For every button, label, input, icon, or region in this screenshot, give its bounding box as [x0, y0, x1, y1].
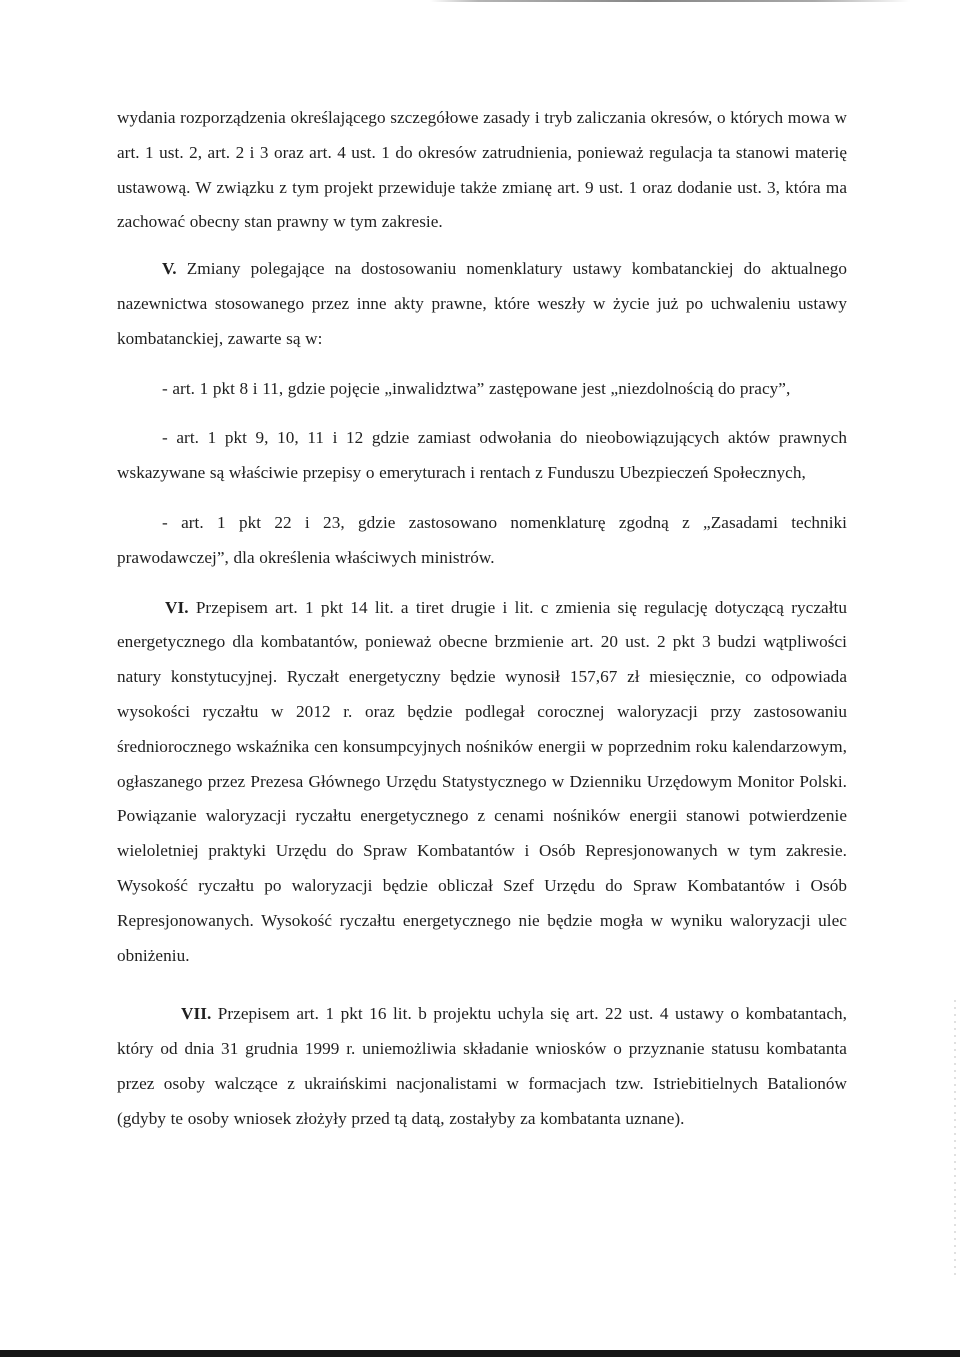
- list-item-text: - art. 1 pkt 8 i 11, gdzie pojęcie „inwalidztwa” zastępowane jest „niezdolnością do pracy”,: [162, 378, 791, 398]
- document-body: [117, 101, 847, 1137]
- paragraph-text: Przepisem art. 1 pkt 14 lit. a tiret drugie i lit. c zmienia się regulację dotyczącą ryczałtu energetycznego dla kombatantów, ponieważ obecne brzmienie art. 20 ust. 2 pkt 3 budzi wątpliwości natury konstytucyjnej. Ryczałt energetyczny będzie wynosił 157,67 zł miesięcznie, co odpowiada wysokości ryczałtu w 2012 r. oraz będzie podlegał corocznej waloryzacji przy zastosowaniu średniorocznego wskaźnika cen konsumpcyjnych nośników energii w poprzednim roku kalendarzowym, ogłaszanego przez Prezesa Głównego Urzędu Statystycznego w Dzienniku Urzędowym Monitor Polski. Powiązanie waloryzacji ryczałtu energetycznego z cenami nośników energii stanowi potwierdzenie wieloletniej praktyki Urzędu do Spraw Kombatantów i Osób Represjonowanych w tym zakresie. Wysokość ryczałtu po waloryzacji będzie obliczał Szef Urzędu do Spraw Kombatantów i Osób Represjonowanych. Wysokość ryczałtu energetycznego nie będzie mogła w wyniku waloryzacji ulec obniżeniu.: [117, 597, 847, 965]
- section-number-v: V.: [162, 259, 177, 279]
- list-item-art-1-pkt-8: [117, 372, 847, 407]
- scan-artifact-bottom-line: [0, 1350, 960, 1357]
- scan-artifact-top-line: [430, 0, 910, 2]
- paragraph-text: wydania rozporządzenia określającego szczegółowe zasady i tryb zaliczania okresów, o których mowa w art. 1 ust. 2, art. 2 i 3 oraz art. 4 ust. 1 do okresów zatrudnienia, ponieważ regulacja ta stanowi materię ustawową. W związku z tym projekt przewiduje także zmianę art. 9 ust. 1 oraz dodanie ust. 3, która ma zachować obecny stan prawny w tym zakresie.: [117, 108, 847, 232]
- section-vii-paragraph: [117, 997, 847, 1136]
- section-number-vii: VII.: [181, 1004, 212, 1024]
- section-number-vi: VI.: [165, 597, 189, 617]
- paragraph-text: Przepisem art. 1 pkt 16 lit. b projektu uchyla się art. 22 ust. 4 ustawy o kombatantach, który od dnia 31 grudnia 1999 r. uniemożliwia składanie wniosków o przyznanie statusu kombatanta przez osoby walczące z ukraińskimi nacjonalistami w formacjach tzw. Istriebitielnych Batalionów (gdyby te osoby wniosek złożyły przed tą datą, zostałyby za kombatanta uznane).: [117, 1004, 847, 1128]
- list-item-art-1-pkt-9: [117, 421, 847, 491]
- section-v-paragraph: [117, 252, 847, 356]
- scan-artifact-right-edge: [954, 1000, 956, 1280]
- list-item-text: - art. 1 pkt 9, 10, 11 i 12 gdzie zamiast odwołania do nieobowiązujących aktów prawnych wskazywane są właściwie przepisy o emeryturach i rentach z Funduszu Ubezpieczeń Społecznych,: [117, 428, 847, 483]
- list-item-art-1-pkt-22: [117, 506, 847, 576]
- list-item-text: - art. 1 pkt 22 i 23, gdzie zastosowano nomenklaturę zgodną z „Zasadami techniki prawodawczej”, dla określenia właściwych ministrów.: [117, 512, 847, 567]
- paragraph-text: Zmiany polegające na dostosowaniu nomenklatury ustawy kombatanckiej do aktualnego nazewnictwa stosowanego przez inne akty prawne, które weszły w życie już po uchwaleniu ustawy kombatanckiej, zawarte są w:: [117, 259, 847, 348]
- paragraph-continuation: [117, 101, 847, 240]
- section-vi-paragraph: [117, 591, 847, 974]
